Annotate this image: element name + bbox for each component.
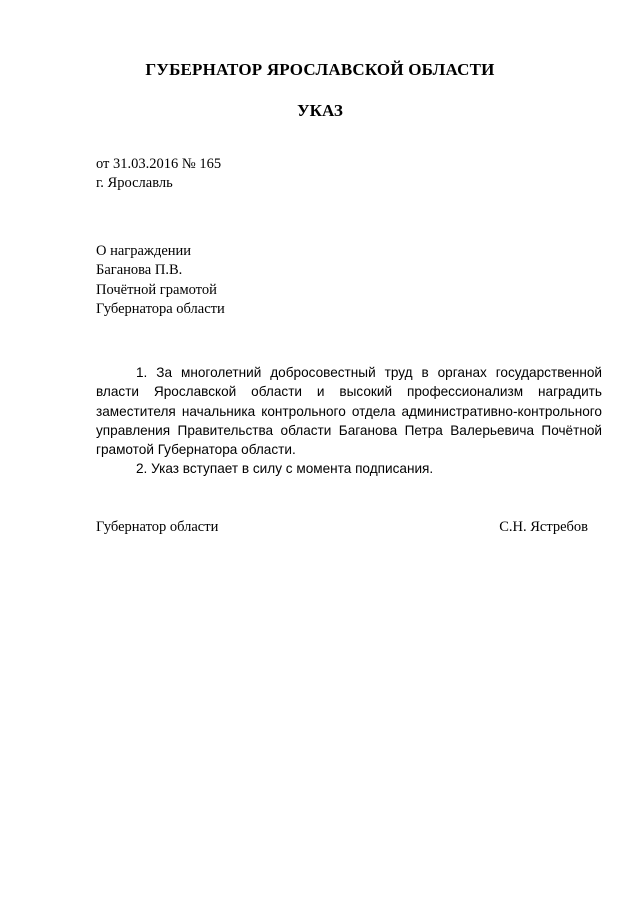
city: г. Ярославль — [96, 175, 173, 191]
date-number: от 31.03.2016 № 165 — [96, 156, 222, 172]
signatory-name: С.Н. Ястребов — [499, 519, 588, 535]
document-type: УКАЗ — [297, 101, 343, 120]
document-subject — [96, 242, 225, 319]
signatory-position: Губернатор области — [96, 519, 219, 535]
subject-line: Почётной грамотой — [96, 281, 217, 298]
issuer-title: ГУБЕРНАТОР ЯРОСЛАВСКОЙ ОБЛАСТИ — [145, 60, 495, 79]
paragraph-1: 1. За многолетний добросовестный труд в органах государственной власти Ярославской области и высокий профессионализм наградить заместителя начальника контрольного отдела административно-контрольного управления Правительства области Баганова Петра Валерьевича Почётной грамотой Губернатора области. — [96, 365, 602, 458]
paragraph-2: 2. Указ вступает в силу с момента подписания. — [136, 461, 434, 477]
document-meta — [96, 155, 221, 193]
subject-line: О награждении — [96, 243, 192, 259]
document-body — [96, 363, 602, 479]
subject-line: Баганова П.В. — [96, 262, 183, 279]
subject-line: Губернатора области — [96, 300, 225, 317]
